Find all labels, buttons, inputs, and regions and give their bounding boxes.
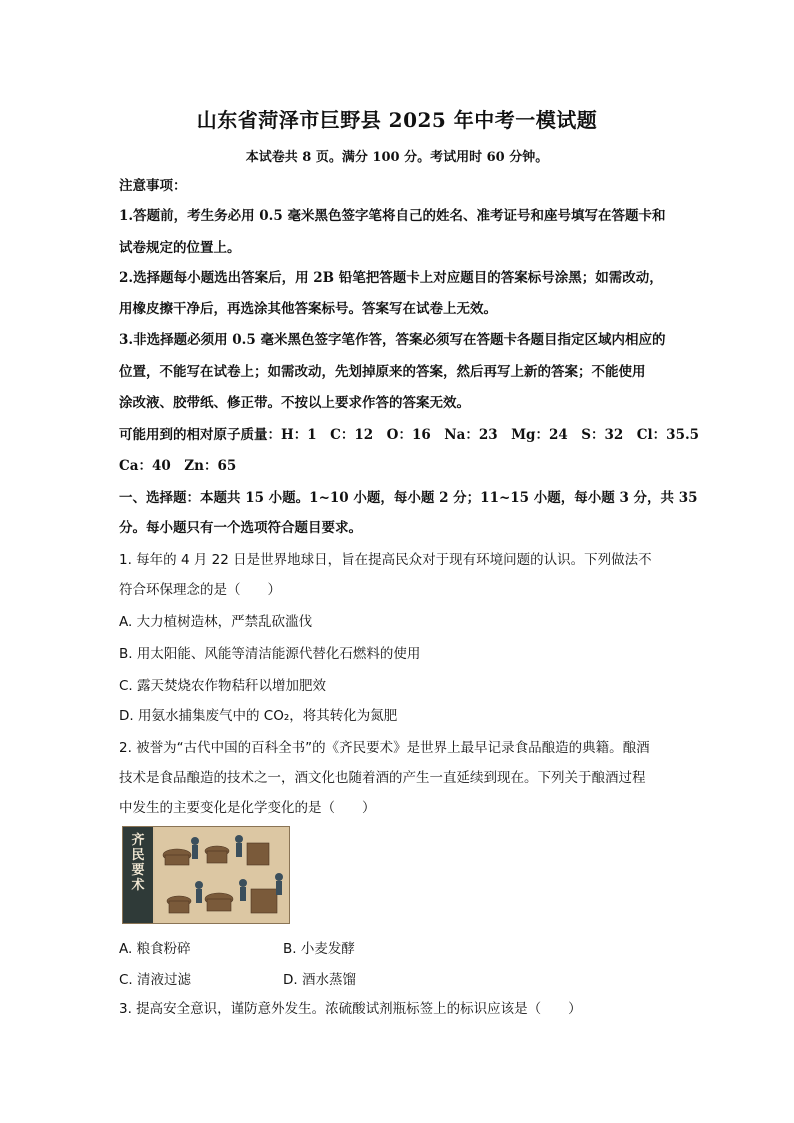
q2-options-row-2 (119, 968, 356, 988)
qimin-yaoshu-illustration (122, 826, 290, 924)
q1-option-c: C. 露天焚烧农作物秸秆以增加肥效 (119, 678, 327, 694)
q2-options-row-1 (119, 937, 355, 957)
note-line: 用橡皮擦干净后，再选涂其他答案标号。答案写在试卷上无效。 (119, 301, 497, 317)
q2-option-d: D. 酒水蒸馏 (283, 972, 356, 988)
exam-info: 本试卷共 8 页。满分 100 分。考试用时 60 分钟。 (245, 150, 549, 165)
atomic-mass-line: Ca：40 Zn：65 (119, 458, 237, 474)
book-title-char: 要 (131, 863, 145, 878)
note-line: 试卷规定的位置上。 (119, 240, 241, 256)
note-line: 涂改液、胶带纸、修正带。不按以上要求作答的答案无效。 (119, 395, 470, 411)
book-spine (123, 827, 153, 923)
q1-stem: 1. 每年的 4 月 22 日是世界地球日，旨在提高民众对于现有环境问题的认识。下列做法不 (119, 552, 652, 568)
q1-option-d: D. 用氨水捕集废气中的 CO₂，将其转化为氮肥 (119, 708, 398, 724)
section-heading: 一、选择题：本题共 15 小题。1~10 小题，每小题 2 分；11~15 小题，每小题 3 分，共 35 (119, 490, 698, 506)
q2-option-b: B. 小麦发酵 (283, 941, 355, 957)
note-line: 位置，不能写在试卷上；如需改动，先划掉原来的答案，然后再写上新的答案；不能使用 (119, 364, 646, 380)
q1-stem: 符合环保理念的是（ ） (119, 582, 281, 598)
page-title: 山东省菏泽市巨野县 2025 年中考一模试题 (196, 108, 598, 132)
note-line: 1.答题前，考生务必用 0.5 毫米黑色签字笔将自己的姓名、准考证号和座号填写在答题卡和 (119, 208, 666, 224)
brewing-scene-drawing (155, 827, 289, 923)
q2-stem: 技术是食品酿造的技术之一，酒文化也随着酒的产生一直延续到现在。下列关于酿酒过程 (119, 770, 646, 786)
q2-option-a: A. 粮食粉碎 (119, 941, 191, 957)
note-line: 3.非选择题必须用 0.5 毫米黑色签字笔作答，答案必须写在答题卡各题目指定区域内相应的 (119, 332, 666, 348)
atomic-mass-line: 可能用到的相对原子质量：H：1 C：12 O：16 Na：23 Mg：24 S：32 Cl：35.5 (119, 427, 700, 443)
book-title-char: 齐 (131, 833, 145, 848)
book-title-char: 术 (131, 878, 145, 893)
q2-stem: 2. 被誉为“古代中国的百科全书”的《齐民要术》是世界上最早记录食品酿造的典籍。酿酒 (119, 740, 650, 756)
q3-stem: 3. 提高安全意识，谨防意外发生。浓硫酸试剂瓶标签上的标识应该是（ ） (119, 1001, 582, 1017)
notes-heading: 注意事项： (119, 178, 187, 194)
q2-option-c: C. 清液过滤 (119, 972, 192, 988)
q2-stem: 中发生的主要变化是化学变化的是（ ） (119, 800, 376, 816)
note-line: 2.选择题每小题选出答案后，用 2B 铅笔把答题卡上对应题目的答案标号涂黑；如需改动， (119, 270, 663, 286)
q1-option-b: B. 用太阳能、风能等清洁能源代替化石燃料的使用 (119, 646, 421, 662)
section-heading: 分。每小题只有一个选项符合题目要求。 (119, 520, 362, 536)
book-title-char: 民 (131, 848, 145, 863)
q1-option-a: A. 大力植树造林，严禁乱砍滥伐 (119, 614, 313, 630)
